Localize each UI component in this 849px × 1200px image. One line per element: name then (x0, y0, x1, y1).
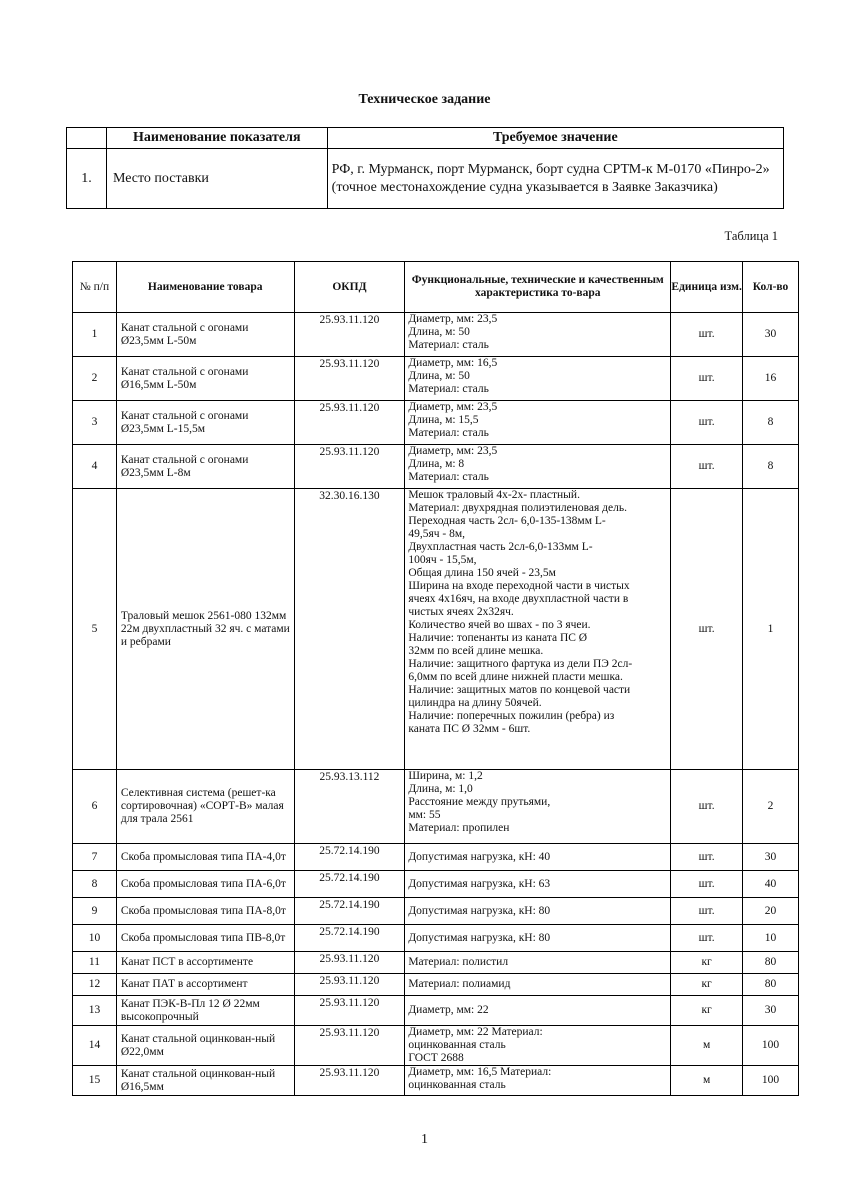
document-title: Техническое задание (358, 92, 491, 107)
characteristic-line: Диаметр, мм: 16,5 (408, 357, 498, 369)
unit: кг (671, 974, 743, 996)
quantity: 30 (743, 844, 799, 871)
quantity: 8 (743, 401, 799, 445)
delivery-table (66, 127, 784, 209)
row-number: 5 (73, 489, 117, 770)
row-number: 7 (73, 844, 117, 871)
table-row (73, 445, 799, 489)
characteristic-line: Диаметр, мм: 23,5 (408, 313, 498, 325)
unit: шт. (671, 401, 743, 445)
characteristic-line: Длина, м: 50 (408, 326, 470, 338)
characteristic-line: оцинкованная сталь (408, 1039, 506, 1051)
characteristic-line: чистых ячеях 2х32яч. (408, 606, 514, 618)
characteristic-line: Диаметр, мм: 23,5 (408, 445, 498, 457)
characteristics (405, 770, 671, 844)
characteristic-line: ячеях 4х16яч, на входе двухпластной части в (408, 593, 629, 605)
table-row (73, 871, 799, 898)
okpd-code: 25.93.13.112 (294, 770, 405, 844)
okpd-code: 25.93.11.120 (294, 1066, 405, 1096)
characteristics (405, 357, 671, 401)
quantity: 8 (743, 445, 799, 489)
characteristic-line: Материал: пропилен (408, 822, 510, 834)
header-quantity: Кол-во (743, 262, 799, 313)
okpd-code: 25.93.11.120 (294, 401, 405, 445)
characteristic-line: 32мм по всей длине мешка. (408, 645, 544, 657)
okpd-code: 25.72.14.190 (294, 925, 405, 952)
characteristic-line: Наличие: защитных матов по концевой части (408, 684, 631, 696)
table-row (73, 313, 799, 357)
characteristics (405, 898, 671, 925)
product-name: Канат ПСТ в ассортименте (116, 952, 294, 974)
table-row (73, 898, 799, 925)
header-row-number: № п/п (73, 262, 117, 313)
characteristic-line: Допустимая нагрузка, кН: 80 (408, 931, 551, 944)
unit: шт. (671, 844, 743, 871)
characteristics (405, 445, 671, 489)
product-name: Канат стальной с огонами Ø23,5мм L-50м (116, 313, 294, 357)
row-number: 15 (73, 1066, 117, 1096)
product-name: Канат стальной с огонами Ø16,5мм L-50м (116, 357, 294, 401)
product-name: Скоба промысловая типа ПА-6,0т (116, 871, 294, 898)
table-row (73, 952, 799, 974)
header-okpd: ОКПД (294, 262, 405, 313)
characteristic-line: Ширина на входе переходной части в чистых (408, 580, 630, 592)
characteristic-line: Допустимая нагрузка, кН: 40 (408, 850, 551, 863)
unit: шт. (671, 925, 743, 952)
okpd-code: 25.93.11.120 (294, 357, 405, 401)
row-number: 14 (73, 1026, 117, 1066)
row-number: 3 (73, 401, 117, 445)
quantity: 80 (743, 952, 799, 974)
quantity: 30 (743, 996, 799, 1026)
characteristics (405, 313, 671, 357)
delivery-row (67, 149, 784, 209)
okpd-code: 25.93.11.120 (294, 1026, 405, 1066)
product-name: Скоба промысловая типа ПА-8,0т (116, 898, 294, 925)
characteristic-line: Материал: сталь (408, 427, 489, 439)
characteristic-line: Допустимая нагрузка, кН: 63 (408, 877, 551, 890)
header-required-value: Требуемое значение (327, 128, 783, 149)
characteristics (405, 1066, 671, 1096)
characteristics (405, 871, 671, 898)
characteristic-line: Допустимая нагрузка, кН: 80 (408, 904, 551, 917)
quantity: 80 (743, 974, 799, 996)
product-name: Канат стальной с огонами Ø23,5мм L-8м (116, 445, 294, 489)
quantity: 100 (743, 1066, 799, 1096)
row-number: 4 (73, 445, 117, 489)
header-product-name: Наименование товара (116, 262, 294, 313)
product-name: Скоба промысловая типа ПА-4,0т (116, 844, 294, 871)
characteristic-line: Диаметр, мм: 23,5 (408, 401, 498, 413)
characteristics (405, 974, 671, 996)
characteristics (405, 489, 671, 770)
row-number: 12 (73, 974, 117, 996)
row-number: 11 (73, 952, 117, 974)
characteristic-line: Диаметр, мм: 22 (408, 1004, 489, 1016)
okpd-code: 32.30.16.130 (294, 489, 405, 770)
unit: шт. (671, 357, 743, 401)
characteristic-line: мм: 55 (408, 809, 441, 821)
row-number: 8 (73, 871, 117, 898)
goods-table (72, 261, 799, 1096)
characteristics (405, 925, 671, 952)
characteristic-line: ГОСТ 2688 (408, 1052, 464, 1064)
characteristic-line: Длина, м: 1,0 (408, 783, 473, 795)
table-row (73, 925, 799, 952)
table-row (73, 844, 799, 871)
quantity: 1 (743, 489, 799, 770)
characteristic-line: Переходная часть 2сл- 6,0-135-138мм L- (408, 515, 606, 527)
okpd-code: 25.93.11.120 (294, 974, 405, 996)
delivery-table-header (67, 128, 784, 149)
characteristics (405, 1026, 671, 1066)
unit: кг (671, 952, 743, 974)
okpd-code: 25.93.11.120 (294, 952, 405, 974)
delivery-row-num: 1. (67, 149, 107, 209)
characteristic-line: Количество ячей во швах - по 3 ячеи. (408, 619, 591, 631)
characteristics (405, 996, 671, 1026)
characteristic-line: Материал: полиамид (408, 978, 511, 990)
characteristic-line: Материал: сталь (408, 471, 489, 483)
characteristic-line: Диаметр, мм: 16,5 Материал: (408, 1066, 552, 1078)
table-row (73, 974, 799, 996)
table-row (73, 770, 799, 844)
product-name: Селективная система (решет-ка сортировочная) «СОРТ-В» малая для трала 2561 (116, 770, 294, 844)
goods-table-header (73, 262, 799, 313)
characteristic-line: каната ПС Ø 32мм - 6шт. (408, 723, 531, 735)
unit: м (671, 1026, 743, 1066)
table-row (73, 1026, 799, 1066)
table-row (73, 357, 799, 401)
unit: шт. (671, 445, 743, 489)
product-name: Канат ПАТ в ассортимент (116, 974, 294, 996)
row-number: 10 (73, 925, 117, 952)
characteristic-line: Двухпластная часть 2сл-6,0-133мм L- (408, 541, 593, 553)
characteristic-line: оцинкованная сталь (408, 1079, 506, 1091)
okpd-code: 25.93.11.120 (294, 313, 405, 357)
okpd-code: 25.93.11.120 (294, 996, 405, 1026)
characteristic-line: 6,0мм по всей длине нижней пласти мешка. (408, 671, 623, 683)
quantity: 16 (743, 357, 799, 401)
table-row (73, 996, 799, 1026)
delivery-row-name: Место поставки (106, 149, 327, 209)
row-number: 9 (73, 898, 117, 925)
okpd-code: 25.72.14.190 (294, 871, 405, 898)
characteristic-line: Общая длина 150 ячей - 23,5м (408, 567, 556, 579)
characteristic-line: Материал: полистил (408, 956, 509, 968)
product-name: Канат стальной с огонами Ø23,5мм L-15,5м (116, 401, 294, 445)
page-number: 1 (421, 1132, 428, 1147)
characteristics (405, 952, 671, 974)
quantity: 2 (743, 770, 799, 844)
characteristic-line: Наличие: защитного фартука из дели ПЭ 2сл- (408, 658, 633, 670)
unit: шт. (671, 770, 743, 844)
row-number: 1 (73, 313, 117, 357)
row-number: 13 (73, 996, 117, 1026)
okpd-code: 25.72.14.190 (294, 898, 405, 925)
delivery-row-value: РФ, г. Мурманск, порт Мурманск, борт судна СРТМ-к М-0170 «Пинро-2» (точное местонахождение судна указывается в Заявке Заказчика) (327, 149, 783, 209)
table-row (73, 489, 799, 770)
characteristics (405, 844, 671, 871)
characteristic-line: Длина, м: 15,5 (408, 414, 479, 426)
quantity: 30 (743, 313, 799, 357)
characteristic-line: цилиндра на длину 50ячей. (408, 697, 542, 709)
unit: шт. (671, 898, 743, 925)
quantity: 100 (743, 1026, 799, 1066)
quantity: 10 (743, 925, 799, 952)
header-indicator: Наименование показателя (106, 128, 327, 149)
okpd-code: 25.93.11.120 (294, 445, 405, 489)
row-number: 6 (73, 770, 117, 844)
goods-table-body (73, 313, 799, 1096)
characteristic-line: Расстояние между прутьями, (408, 796, 551, 808)
characteristic-line: Ширина, м: 1,2 (408, 770, 483, 782)
header-characteristics: Функциональные, технические и качественным характеристика то-вара (405, 262, 671, 313)
characteristics (405, 401, 671, 445)
table-caption: Таблица 1 (724, 229, 778, 243)
characteristic-line: Материал: сталь (408, 339, 489, 351)
unit: шт. (671, 489, 743, 770)
unit: шт. (671, 871, 743, 898)
characteristic-line: 49,5яч - 8м, (408, 528, 466, 540)
characteristic-line: Наличие: поперечных пожилин (ребра) из (408, 710, 615, 722)
product-name: Канат стальной оцинкован-ный Ø22,0мм (116, 1026, 294, 1066)
characteristic-line: Длина, м: 8 (408, 458, 465, 470)
row-number: 2 (73, 357, 117, 401)
table-row (73, 401, 799, 445)
characteristic-line: Диаметр, мм: 22 Материал: (408, 1026, 543, 1038)
product-name: Траловый мешок 2561-080 132мм 22м двухпластный 32 яч. с матами и ребрами (116, 489, 294, 770)
okpd-code: 25.72.14.190 (294, 844, 405, 871)
quantity: 20 (743, 898, 799, 925)
quantity: 40 (743, 871, 799, 898)
characteristic-line: Наличие: топенанты из каната ПС Ø (408, 632, 588, 644)
characteristic-line: Длина, м: 50 (408, 370, 470, 382)
characteristic-line: Мешок траловый 4х-2х- пластный. (408, 489, 580, 501)
unit: кг (671, 996, 743, 1026)
product-name: Канат стальной оцинкован-ный Ø16,5мм (116, 1066, 294, 1096)
characteristic-line: Материал: сталь (408, 383, 489, 395)
characteristic-line: Материал: двухрядная полиэтиленовая дель. (408, 502, 627, 514)
table-row (73, 1066, 799, 1096)
product-name: Канат ПЭК-В-Пл 12 Ø 22мм высокопрочный (116, 996, 294, 1026)
characteristic-line: 100яч - 15,5м, (408, 554, 477, 566)
unit: м (671, 1066, 743, 1096)
product-name: Скоба промысловая типа ПВ-8,0т (116, 925, 294, 952)
header-unit: Единица изм. (671, 262, 743, 313)
header-num (67, 128, 107, 149)
unit: шт. (671, 313, 743, 357)
